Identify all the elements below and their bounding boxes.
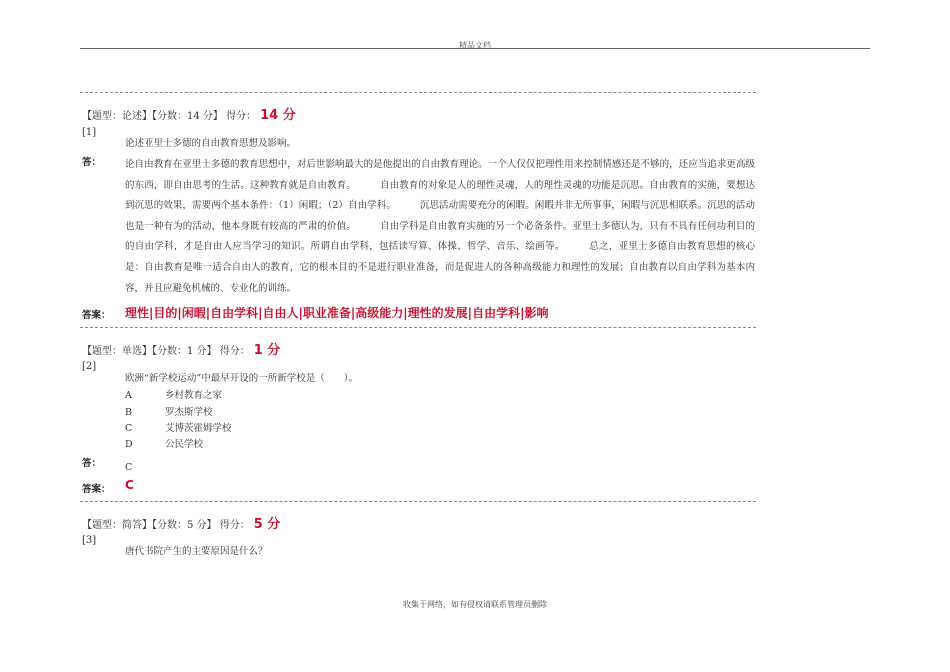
question-1-answer-label: 答案：: [82, 310, 111, 321]
question-1-response-label: 答：: [82, 157, 102, 168]
question-divider: [80, 327, 756, 328]
option-b: [125, 404, 213, 418]
option-c: [125, 420, 232, 434]
question-1-number: [1]: [82, 127, 97, 138]
question-3-number: [3]: [82, 535, 97, 546]
page-header: 精品文档: [459, 41, 491, 50]
option-letter: B: [125, 407, 132, 418]
option-a: [125, 387, 222, 401]
page-footer: 收集于网络，如有侵权请联系管理员删除: [403, 600, 547, 609]
question-2-meta-text: 【题型：单选】【分数：1 分】 得分：: [82, 346, 250, 357]
question-1-text: 论述亚里士多德的自由教育思想及影响。: [125, 138, 297, 149]
question-2-text: 欧洲“新学校运动”中最早开设的一所新学校是（ ）。: [125, 373, 358, 384]
question-1-meta-text: 【题型：论述】【分数：14 分】 得分：: [82, 111, 257, 122]
question-3-text: 唐代书院产生的主要原因是什么？: [125, 546, 268, 557]
question-1-response: 论自由教育在亚里士多德的教育思想中，对后世影响最大的是他提出的自由教育理论。一个人仅仅把理性用来控制情感还是不够的，还应当追求更高级的东西，即自由思考的生活。这种教育就是自由教育。 自由教育的对象是人的理性灵魂，人的理性灵魂的功能是沉思。自由教育的实施，要想达到沉思的效果，需要两个基本条件：（1）闲暇；（2）自由学科。 沉思活动需要充分的闲暇。闲暇并非无所事事，闲暇与沉思相联系。沉思的活动也是一种有为的活动，他本身既有较高的严肃的价值。 自由学科是自由教育实施的另一个必备条件。亚里士多德认为，只有不具有任何功利目的的自由学科，才是自由人应当学习的知识。所谓自由学科，包括读写算、体操、哲学、音乐、绘画等。 总之，亚里士多德自由教育思想的核心是：自由教育是唯一适合自由人的教育，它的根本目的不是进行职业准备，而是促进人的各种高级能力和理性的发展；自由教育以自由学科为基本内容，并且应避免机械的、专业化的训练。: [125, 159, 755, 294]
option-letter: A: [125, 390, 132, 401]
option-text: 公民学校: [165, 439, 204, 450]
question-2-response: C: [125, 462, 133, 473]
question-2-score: 1 分: [253, 343, 281, 358]
question-divider: [80, 501, 756, 502]
header-divider: [80, 48, 870, 49]
option-letter: D: [125, 439, 133, 450]
question-3-score: 5 分: [253, 517, 281, 532]
question-3-meta: [82, 513, 280, 532]
question-2-answer: C: [125, 478, 134, 492]
question-2-response-label: 答：: [82, 458, 102, 469]
option-d: [125, 436, 203, 450]
question-1-answer: 理性|目的|闲暇|自由学科|自由人|职业准备|高级能力|理性的发展|自由学科|影响: [125, 306, 549, 320]
question-divider: [80, 92, 756, 93]
question-2-meta: [82, 339, 280, 358]
option-letter: C: [125, 423, 133, 434]
question-2-number: [2]: [82, 361, 97, 372]
option-text: 乡村教育之家: [165, 390, 223, 401]
question-2-answer-label: 答案：: [82, 484, 111, 495]
option-text: 罗杰斯学校: [165, 407, 213, 418]
option-text: 艾博茨霍姆学校: [165, 423, 232, 434]
question-1-score: 14 分: [260, 108, 296, 123]
question-3-meta-text: 【题型：简答】【分数：5 分】 得分：: [82, 520, 250, 531]
question-1-meta: [82, 104, 296, 123]
